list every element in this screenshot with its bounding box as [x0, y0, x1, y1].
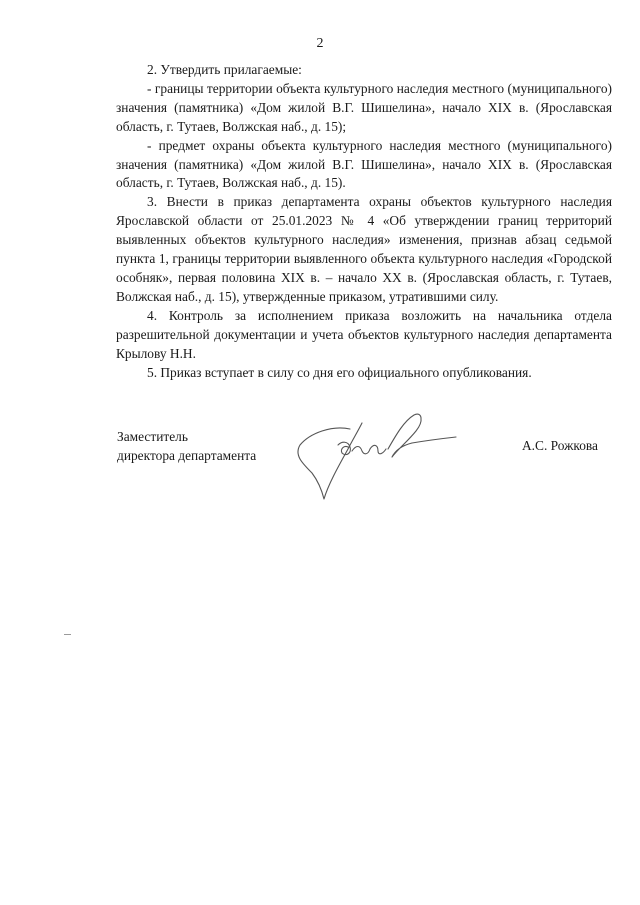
paragraph-protection-subject: - предмет охраны объекта культурного наследия местного (муниципального) значения (памятника) «Дом жилой В.Г. Шишелина», начало XIX в. (Ярославская область, г. Тутаев, Волжская наб., д. 15).	[116, 137, 612, 191]
signer-name: А.С. Рожкова	[522, 438, 598, 453]
signer-title-line-1: Заместитель	[117, 429, 188, 444]
handwritten-signature-icon	[292, 405, 462, 505]
document-body	[116, 61, 612, 382]
paragraph-boundaries: - границы территории объекта культурного наследия местного (муниципального) значения (памятника) «Дом жилой В.Г. Шишелина», начало XIX в. (Ярославская область, г. Тутаев, Волжская наб., д. 15);	[116, 80, 612, 134]
paragraph-effective-date: 5. Приказ вступает в силу со дня его официального опубликования.	[147, 364, 532, 380]
signer-title	[117, 428, 256, 465]
signer-title-line-2: директора департамента	[117, 447, 257, 463]
margin-mark	[64, 634, 71, 635]
paragraph-approve: 2. Утвердить прилагаемые:	[147, 62, 302, 77]
paragraph-amendments: 3. Внести в приказ департамента охраны объектов культурного наследия Ярославской области от 25.01.2023 № 4 «Об утверждении границ территорий выявленных объектов культурного наследия» изменения, признав абзац седьмой пункта 1, границы территории выявленного объекта культурного наследия «Городской особняк», первая половина XIX в. – начало XX в. (Ярославская область, г. Тутаев, Волжская наб., д. 15), утвержденные приказом, утратившими силу.	[116, 194, 612, 304]
paragraph-control: 4. Контроль за исполнением приказа возложить на начальника отдела разрешительной документации и учета объектов культурного наследия департамента Крылову Н.Н.	[116, 307, 612, 361]
page-number: 2	[316, 36, 324, 51]
